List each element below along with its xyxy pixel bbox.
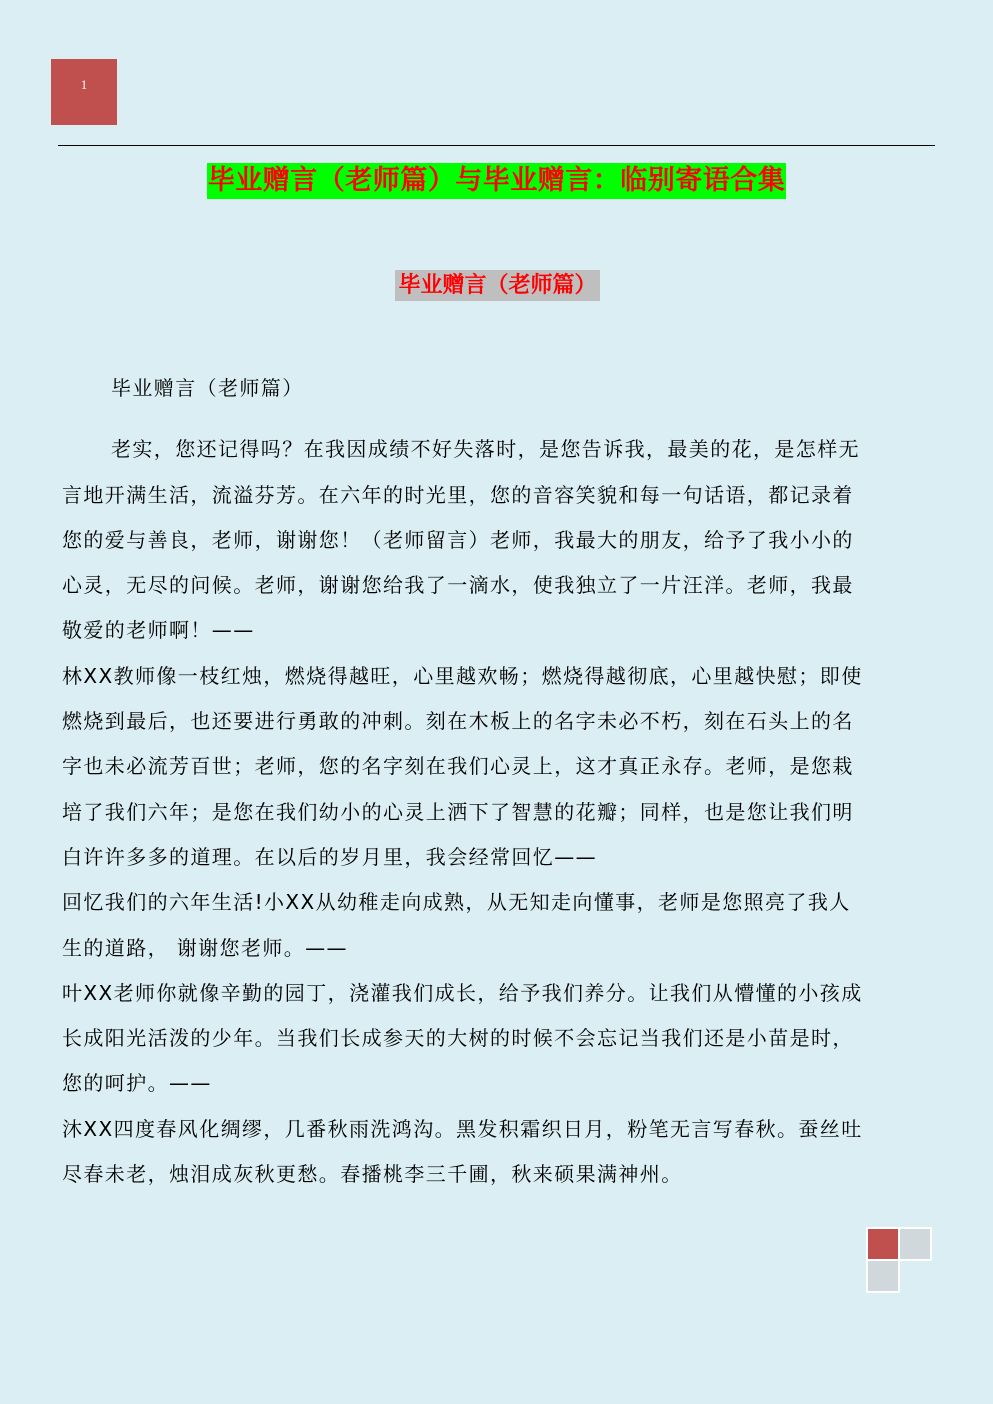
paragraph-line: 您的呵护。—— bbox=[62, 1071, 212, 1096]
document-title: 毕业赠言（老师篇）与毕业赠言：临别寄语合集 bbox=[207, 163, 787, 199]
paragraph bbox=[62, 880, 932, 971]
paragraph bbox=[62, 654, 932, 880]
paragraph-line: 白许许多多的道理。在以后的岁月里，我会经常回忆—— bbox=[62, 844, 597, 869]
paragraph-line: 老实，您还记得吗？在我因成绩不好失落时，是您告诉我，最美的花，是怎样无 bbox=[111, 437, 860, 462]
document-title-container bbox=[0, 163, 993, 199]
paragraph-line: 心灵，无尽的问候。老师，谢谢您给我了一滴水，使我独立了一片汪洋。老师，我最 bbox=[62, 573, 854, 598]
page-number-badge bbox=[51, 59, 117, 125]
subheading: 毕业赠言（老师篇） bbox=[111, 376, 304, 400]
paragraph-line: 敬爱的老师啊！—— bbox=[62, 618, 255, 643]
page-number: 1 bbox=[80, 77, 88, 92]
paragraph-line: 林XX教师像一枝红烛，燃烧得越旺，心里越欢畅；燃烧得越彻底，心里越快慰；即使 bbox=[62, 663, 863, 688]
paragraph-line: 言地开满生活，流溢芬芳。在六年的时光里，您的音容笑貌和每一句话语，都记录着 bbox=[62, 482, 854, 507]
paragraph-line: 尽春未老，烛泪成灰秋更愁。春播桃李三千圃，秋来硕果满神州。 bbox=[62, 1162, 683, 1187]
paragraph-line: 字也未必流芳百世；老师，您的名字刻在我们心灵上，这才真正永存。老师，是您栽 bbox=[62, 754, 854, 779]
corner-squares-icon bbox=[866, 1227, 934, 1293]
red-square-icon bbox=[866, 1227, 900, 1261]
document-body bbox=[62, 366, 932, 1197]
paragraph bbox=[62, 1107, 932, 1198]
paragraph-line: 生的道路， 谢谢您老师。—— bbox=[62, 935, 348, 960]
gray-square-icon bbox=[898, 1227, 932, 1261]
paragraph bbox=[62, 427, 932, 653]
header-divider bbox=[58, 145, 935, 146]
paragraph-line: 回忆我们的六年生活!小XX从幼稚走向成熟，从无知走向懂事，老师是您照亮了我人 bbox=[62, 890, 851, 915]
paragraph-line: 沐XX四度春风化绸缪，几番秋雨洗鸿沟。黑发积霜织日月，粉笔无言写春秋。蚕丝吐 bbox=[62, 1116, 863, 1141]
paragraph-line: 燃烧到最后，也还要进行勇敢的冲刺。刻在木板上的名字未必不朽，刻在石头上的名 bbox=[62, 709, 854, 734]
section-title: 毕业赠言（老师篇） bbox=[395, 270, 599, 301]
paragraph-line: 您的爱与善良，老师，谢谢您！（老师留言）老师，我最大的朋友，给予了我小小的 bbox=[62, 527, 854, 552]
section-title-container bbox=[0, 270, 993, 301]
paragraph-line: 长成阳光活泼的少年。当我们长成参天的大树的时候不会忘记当我们还是小苗是时， bbox=[62, 1026, 854, 1051]
spacer bbox=[62, 411, 932, 427]
paragraph-line: 培了我们六年；是您在我们幼小的心灵上洒下了智慧的花瓣；同样，也是您让我们明 bbox=[62, 799, 854, 824]
paragraph bbox=[62, 971, 932, 1107]
gray-square-icon bbox=[866, 1259, 900, 1293]
paragraph-line: 叶XX老师你就像辛勤的园丁，浇灌我们成长，给予我们养分。让我们从懵懂的小孩成 bbox=[62, 980, 863, 1005]
